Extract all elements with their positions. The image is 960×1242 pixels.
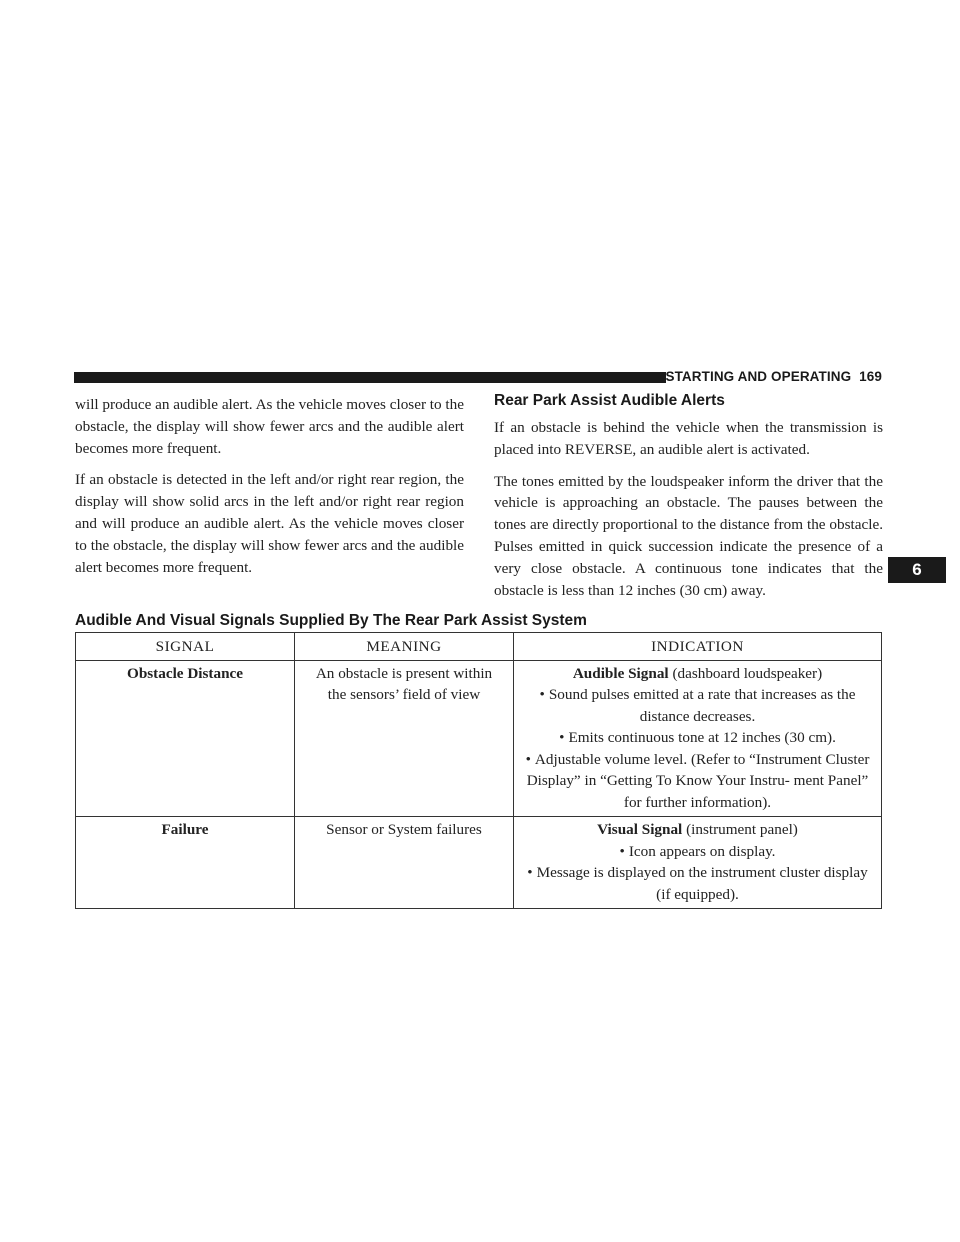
right-paragraph-2: The tones emitted by the loudspeaker inform the driver that the vehicle is approaching an obstacle. The pauses between the tones are directly proportional to the distance from the obstacle. Pulses emitted in quick succession indicate the presence of a very close obstacle. A continuous tone indicates that the obstacle is less than 12 inches (30 cm) away. [494,472,883,599]
table-row [76,660,882,817]
signal-cell: Failure [76,817,295,909]
table-row [76,817,882,909]
indication-source: (instrument panel) [686,821,798,838]
signal-cell: Obstacle Distance [76,660,295,817]
indication-label: Visual Signal [597,821,683,838]
indication-label: Audible Signal [572,664,669,682]
bullet-item: • Sound pulses emitted at a rate that increases as the distance decreases. [539,686,856,725]
meaning-cell: An obstacle is present within the sensors’ field of view [295,660,514,817]
header-signal: SIGNAL [76,633,295,661]
indication-cell [514,660,882,817]
bullet-icon: • [559,729,565,746]
section-heading: Rear Park Assist Audible Alerts [494,392,725,409]
right-paragraph-1: If an obstacle is behind the vehicle when the transmission is placed into REVERSE, an audible alert is activated. [494,419,883,458]
signals-table [75,632,882,909]
right-column [494,391,883,611]
chapter-tab: 6 [888,557,946,583]
table-header-row [76,633,882,661]
left-column [75,394,464,588]
page-number: 169 [859,369,882,384]
indication-heading [524,819,871,841]
bullet-icon: • [539,686,545,703]
header-text [665,369,882,384]
bullet-item: • Emits continuous tone at 12 inches (30 cm). [559,729,836,746]
bullet-icon: • [525,750,531,768]
indication-cell [514,817,882,909]
bullet-icon: • [527,864,533,881]
left-paragraph-2: If an obstacle is detected in the left and/or right rear region, the display will show solid arcs in the left and/or right rear region and will produce an audible alert. As the vehicle moves closer to the obstacle, the display will show fewer arcs and the audible alert becomes more frequent. [75,471,464,576]
left-paragraph-1: will produce an audible alert. As the vehicle moves closer to the obstacle, the display will show fewer arcs and the audible alert becomes more frequent. [75,396,464,457]
table-title: Audible And Visual Signals Supplied By The Rear Park Assist System [75,612,587,629]
header-bar [74,372,666,383]
header-meaning: MEANING [295,633,514,661]
page-header [74,368,882,388]
bullet-item: • Icon appears on display. [619,842,776,860]
bullet-item: • Adjustable volume level. (Refer to “Instrument Cluster Display” in “Getting To Know Your Instru- ment Panel” for further information). [525,750,870,811]
bullet-item: • Message is displayed on the instrument cluster display (if equipped). [527,864,868,903]
header-indication: INDICATION [514,633,882,661]
indication-source: (dashboard loudspeaker) [672,664,823,682]
section-title: STARTING AND OPERATING [665,369,852,384]
meaning-cell: Sensor or System failures [295,817,514,909]
indication-heading [524,663,871,685]
bullet-icon: • [619,842,625,860]
